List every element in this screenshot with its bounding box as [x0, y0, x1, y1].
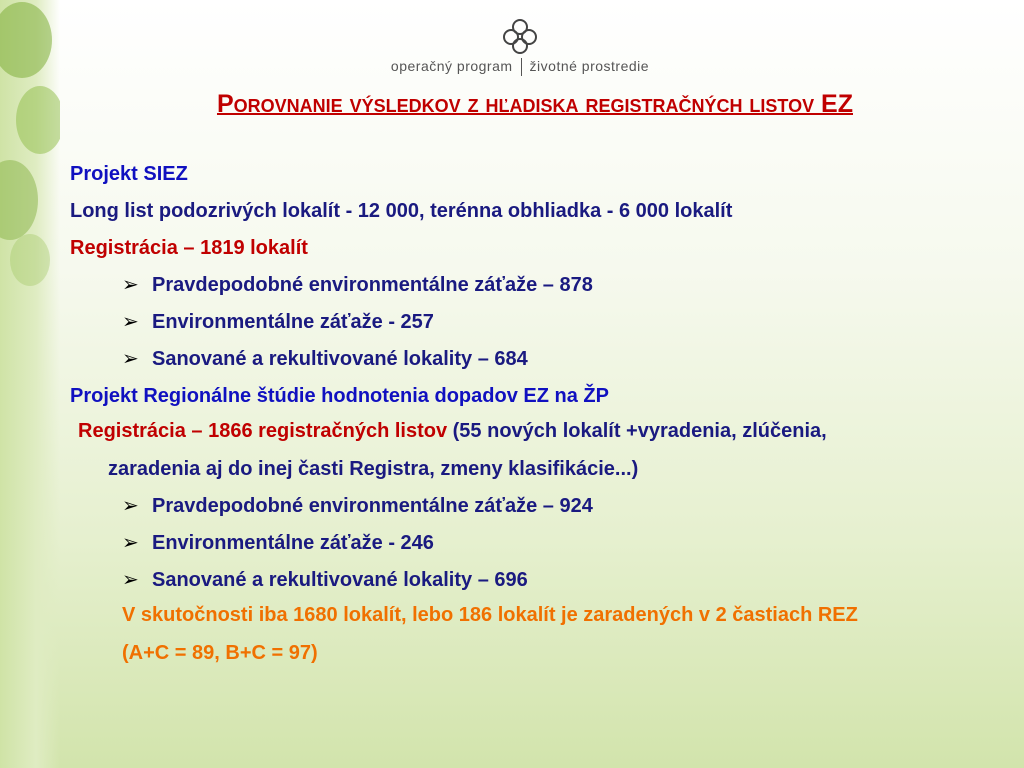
- registration-1866-text: Registrácia – 1866 registračných listov: [78, 420, 448, 442]
- overlap-formula: (A+C = 89, B+C = 97): [122, 642, 318, 664]
- list-item: [70, 267, 970, 304]
- clover-logo-icon: [500, 18, 540, 54]
- logo-left-text: operačný program: [390, 58, 513, 74]
- arrow-bullet-icon: ➢: [122, 532, 139, 554]
- list-item: [70, 488, 970, 525]
- logo-separator: [521, 58, 522, 76]
- logo-right-text: životné prostredie: [529, 58, 650, 74]
- arrow-bullet-icon: ➢: [122, 274, 139, 296]
- slide-content: [70, 156, 970, 672]
- list-item: [70, 562, 970, 599]
- project-siez-heading: Projekt SIEZ: [70, 163, 188, 185]
- long-list-line: Long list podozrivých lokalít - 12 000, terénna obhliadka - 6 000 lokalít: [70, 200, 733, 222]
- classification-line: zaradenia aj do inej časti Registra, zmeny klasifikácie...): [108, 458, 639, 480]
- list-item-text: Environmentálne záťaže - 257: [152, 311, 434, 333]
- list-item: [70, 341, 970, 378]
- list-item: [70, 525, 970, 562]
- regional-study-heading: Projekt Regionálne štúdie hodnotenia dopadov EZ na ŽP: [70, 385, 609, 407]
- slide-title: Porovnanie výsledkov z hľadiska registračných listov EZ: [216, 90, 853, 118]
- actual-count-note: V skutočnosti iba 1680 lokalít, lebo 186 lokalít je zaradených v 2 častiach REZ: [122, 604, 858, 626]
- list-item-text: Sanované a rekultivované lokality – 696: [152, 569, 528, 591]
- registration-1819-line: Registrácia – 1819 lokalít: [70, 237, 308, 259]
- arrow-bullet-icon: ➢: [122, 348, 139, 370]
- list-item-text: Sanované a rekultivované lokality – 684: [152, 348, 528, 370]
- list-item-text: Pravdepodobné environmentálne záťaže – 878: [152, 274, 593, 296]
- clover-leaves-decoration: [0, 0, 60, 300]
- list-item-text: Pravdepodobné environmentálne záťaže – 924: [152, 495, 593, 517]
- registration-1866-paragraph: [70, 415, 970, 447]
- program-logo: [300, 18, 740, 82]
- arrow-bullet-icon: ➢: [122, 495, 139, 517]
- arrow-bullet-icon: ➢: [122, 569, 139, 591]
- arrow-bullet-icon: ➢: [122, 311, 139, 333]
- logo-text: [300, 58, 740, 76]
- registration-1866-detail: (55 nových lokalít +vyradenia, zlúčenia,: [447, 420, 827, 442]
- list-item-text: Environmentálne záťaže - 246: [152, 532, 434, 554]
- list-item: [70, 304, 970, 341]
